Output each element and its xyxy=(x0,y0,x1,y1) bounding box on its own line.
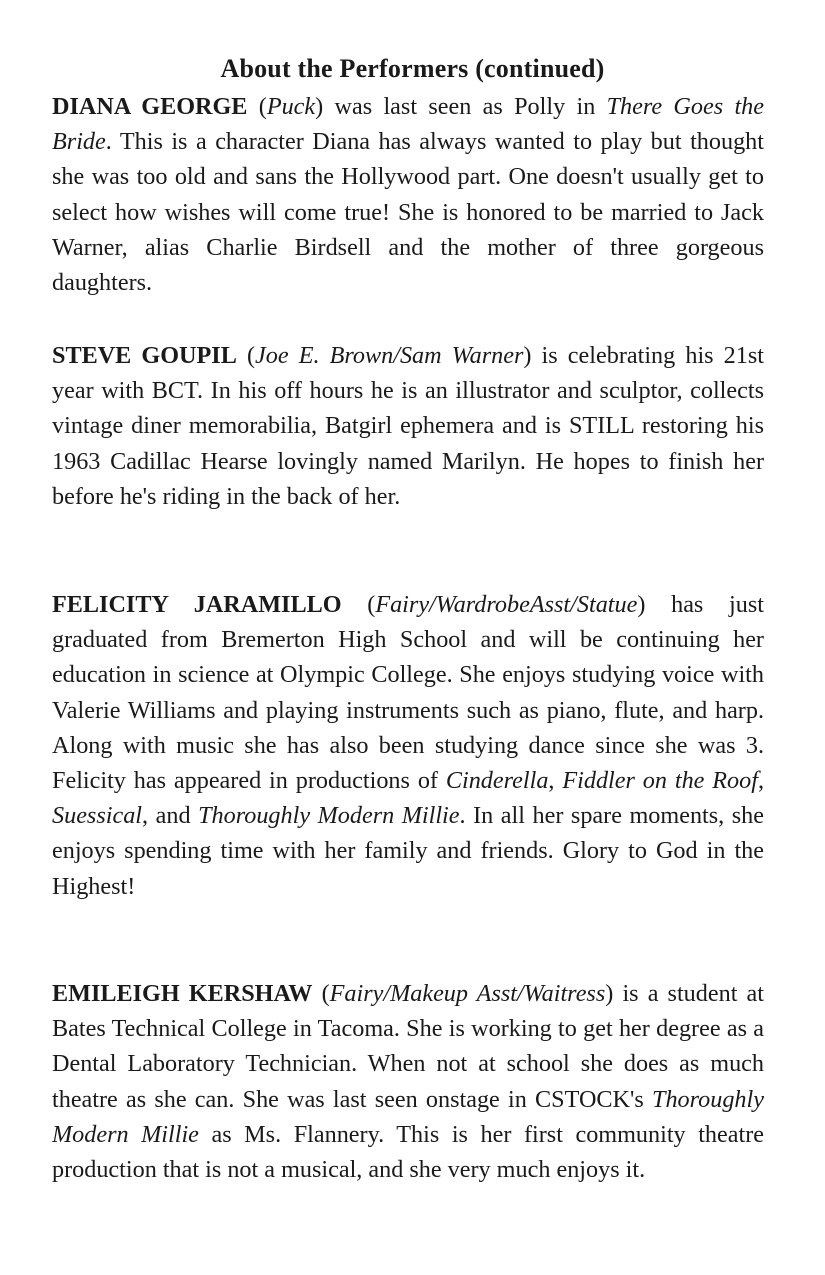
show-title: Cinderella xyxy=(445,767,549,795)
page-title: About the Performers (continued) xyxy=(220,54,605,83)
performer-name: EMILEIGH KERSHAW xyxy=(52,980,313,1007)
separator: , and xyxy=(142,802,199,830)
show-title: Fiddler on the Roof xyxy=(562,767,758,795)
bio-text: is a student at Bates Technical College in Tacoma. She is working to get her degree as a Dental Laboratory Technician. When not at school she does as much theatre as she can. She was last seen onstage in CSTOCK's xyxy=(52,980,764,1113)
show-title: Thoroughly Modern Millie xyxy=(52,1085,764,1148)
performer-name: STEVE GOUPIL xyxy=(52,342,237,369)
separator: , xyxy=(757,767,765,795)
bio-text: as Ms. Flannery. This is her first community theatre production that is not a musical, and she very much enjoys it. xyxy=(52,1120,764,1184)
bio-text: is celebrating his 21st year with BCT. In his off hours he is an illustrator and sculptor, collects vintage diner memorabilia, Batgirl ephemera and is STILL restoring his 1963 Cadillac Hearse lovingly named Marilyn. He hopes to finish her before he's riding in the back of her. xyxy=(52,342,765,510)
performer-bio-diana-george: DIANA GEORGE (Puck) was last seen as Polly in There Goes the Bride. This is a character Diana has always wanted to play but thought she was too old and sans the Hollywood part. One doesn't usually get to select how wishes will come true! She is honored to be married to Jack Warner, alias Charlie Birdsell and the mother of three gorgeous daughters. xyxy=(52,93,764,297)
separator: , xyxy=(548,767,563,795)
show-title: There Goes the Bride xyxy=(52,93,764,156)
show-title: Thoroughly Modern Millie xyxy=(198,802,460,830)
performer-role: Joe E. Brown/Sam Warner xyxy=(255,342,524,369)
performer-name: DIANA GEORGE xyxy=(52,93,248,120)
bio-text: . This is a character Diana has always wanted to play but thought she was too old and sans the Hollywood part. One doesn't usually get to select how wishes will come true! She is honored to be married to Jack Warner, alias Charlie Birdsell and the mother of three gorgeous daughters. xyxy=(52,128,764,297)
performer-role: Fairy/WardrobeAsst/Statue xyxy=(375,591,638,618)
performer-bio-felicity-jaramillo: FELICITY JARAMILLO (Fairy/WardrobeAsst/Statue) has just graduated from Bremerton High School and will be continuing her education in science at Olympic College. She enjoys studying voice with Valerie Williams and playing instruments such as piano, flute, and harp. Along with music she has also been studying dance since she was 3. Felicity has appeared in productions of Cinderella, Fiddler on the Roof, Suessical, and Thoroughly Modern Millie. In all her spare moments, she enjoys spending time with her family and friends. Glory to God in the Highest! xyxy=(52,591,765,900)
show-title: Suessical xyxy=(52,802,143,830)
performer-bio-emileigh-kershaw: EMILEIGH KERSHAW (Fairy/Makeup Asst/Waitress) is a student at Bates Technical College in Tacoma. She is working to get her degree as a Dental Laboratory Technician. When not at school she does as much theatre as she can. She was last seen onstage in CSTOCK's Thoroughly Modern Millie as Ms. Flannery. This is her first community theatre production that is not a musical, and she very much enjoys it. xyxy=(52,980,764,1184)
bio-text: . In all her spare moments, she enjoys spending time with her family and friends. Glory to God in the Highest! xyxy=(52,802,764,900)
bio-text: was last seen as Polly in xyxy=(323,93,607,120)
performer-name: FELICITY JARAMILLO xyxy=(52,591,342,618)
performer-bio-steve-goupil: STEVE GOUPIL (Joe E. Brown/Sam Warner) is celebrating his 21st year with BCT. In his off hours he is an illustrator and sculptor, collects vintage diner memorabilia, Batgirl ephemera and is STILL restoring his 1963 Cadillac Hearse lovingly named Marilyn. He hopes to finish her before he's riding in the back of her. xyxy=(52,342,765,510)
performer-role: Puck xyxy=(266,93,316,120)
performer-role: Fairy/Makeup Asst/Waitress xyxy=(329,980,606,1007)
bio-text: has just graduated from Bremerton High School and will be continuing her education in science at Olympic College. She enjoys studying voice with Valerie Williams and playing instruments such as piano, flute, and harp. Along with music she has also been studying dance since she was 3. Felicity has appeared in productions of xyxy=(52,591,764,795)
